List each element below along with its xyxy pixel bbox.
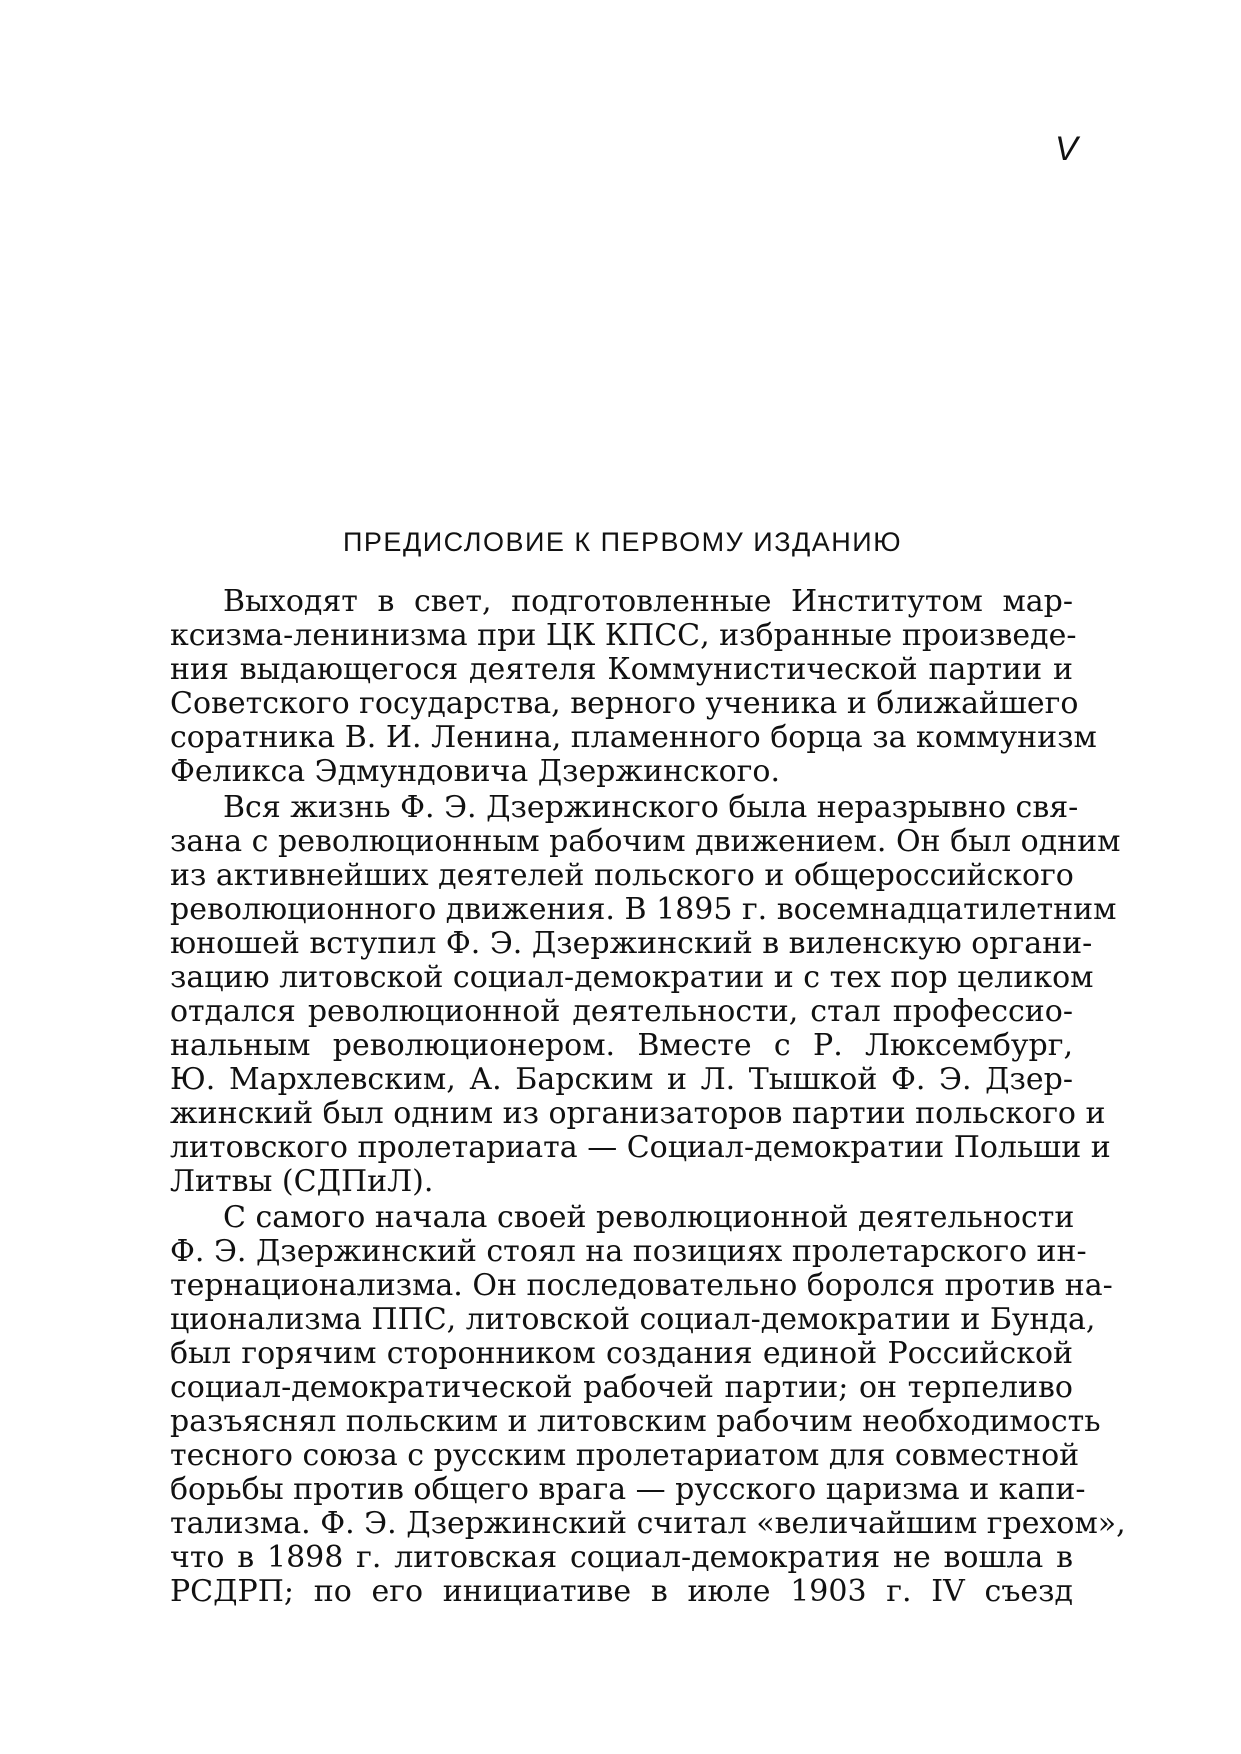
text-line: литовского пролетариата — Социал-демократии Польши и <box>170 1130 1111 1165</box>
text-line: из активнейших деятелей польского и общероссийского <box>170 858 1074 893</box>
text-line: был горячим сторонником создания единой Российской <box>170 1336 1073 1371</box>
text-line: Литвы (СДПиЛ). <box>170 1164 434 1199</box>
section-heading: ПРЕДИСЛОВИЕ К ПЕРВОМУ ИЗДАНИЮ <box>343 527 902 557</box>
text-line: Выходят в свет, подготовленные Институтом мар- <box>223 584 1073 619</box>
text-line: ния выдающегося деятеля Коммунистической партии и <box>170 652 1073 687</box>
text-line: Ф. Э. Дзержинский стоял на позициях пролетарского ин- <box>170 1234 1087 1269</box>
text-line: Вся жизнь Ф. Э. Дзержинского была неразрывно свя- <box>223 790 1079 825</box>
text-line: тернационализма. Он последовательно боролся против на- <box>170 1268 1113 1303</box>
text-line: юношей вступил Ф. Э. Дзержинский в виленскую органи- <box>170 926 1093 961</box>
text-line: Советского государства, верного ученика и ближайшего <box>170 686 1079 721</box>
page-number: V <box>1055 130 1078 168</box>
text-line: соратника В. И. Ленина, пламенного борца за коммунизм <box>170 720 1097 755</box>
text-line: зацию литовской социал-демократии и с тех пор целиком <box>170 960 1094 995</box>
text-line: отдался революционной деятельности, стал профессио- <box>170 994 1073 1029</box>
text-line: Ю. Мархлевским, А. Барским и Л. Тышкой Ф. Э. Дзер- <box>170 1062 1073 1097</box>
text-line: Феликса Эдмундовича Дзержинского. <box>170 754 780 789</box>
text-line: ционализма ППС, литовской социал-демократии и Бунда, <box>170 1302 1096 1337</box>
text-line: нальным революционером. Вместе с Р. Люксембург, <box>170 1028 1073 1063</box>
text-line: тесного союза с русским пролетариатом для совместной <box>170 1438 1080 1473</box>
text-line: ксизма-ленинизма при ЦК КПСС, избранные произведе- <box>170 618 1077 653</box>
text-line: что в 1898 г. литовская социал-демократия не вошла в <box>170 1540 1073 1575</box>
text-line: разъяснял польским и литовским рабочим необходимость <box>170 1404 1101 1439</box>
text-line: зана с революционным рабочим движением. Он был одним <box>170 824 1121 859</box>
text-line: социал-демократической рабочей партии; он терпеливо <box>170 1370 1073 1405</box>
text-line: борьбы против общего врага — русского царизма и капи- <box>170 1472 1086 1507</box>
text-line: С самого начала своей революционной деятельности <box>223 1200 1075 1235</box>
text-line: тализма. Ф. Э. Дзержинский считал «величайшим грехом», <box>170 1506 1126 1541</box>
text-line: революционного движения. В 1895 г. восемнадцатилетним <box>170 892 1117 927</box>
text-line: РСДРП; по его инициативе в июле 1903 г. IV съезд <box>170 1574 1073 1609</box>
text-line: жинский был одним из организаторов партии польского и <box>170 1096 1106 1131</box>
